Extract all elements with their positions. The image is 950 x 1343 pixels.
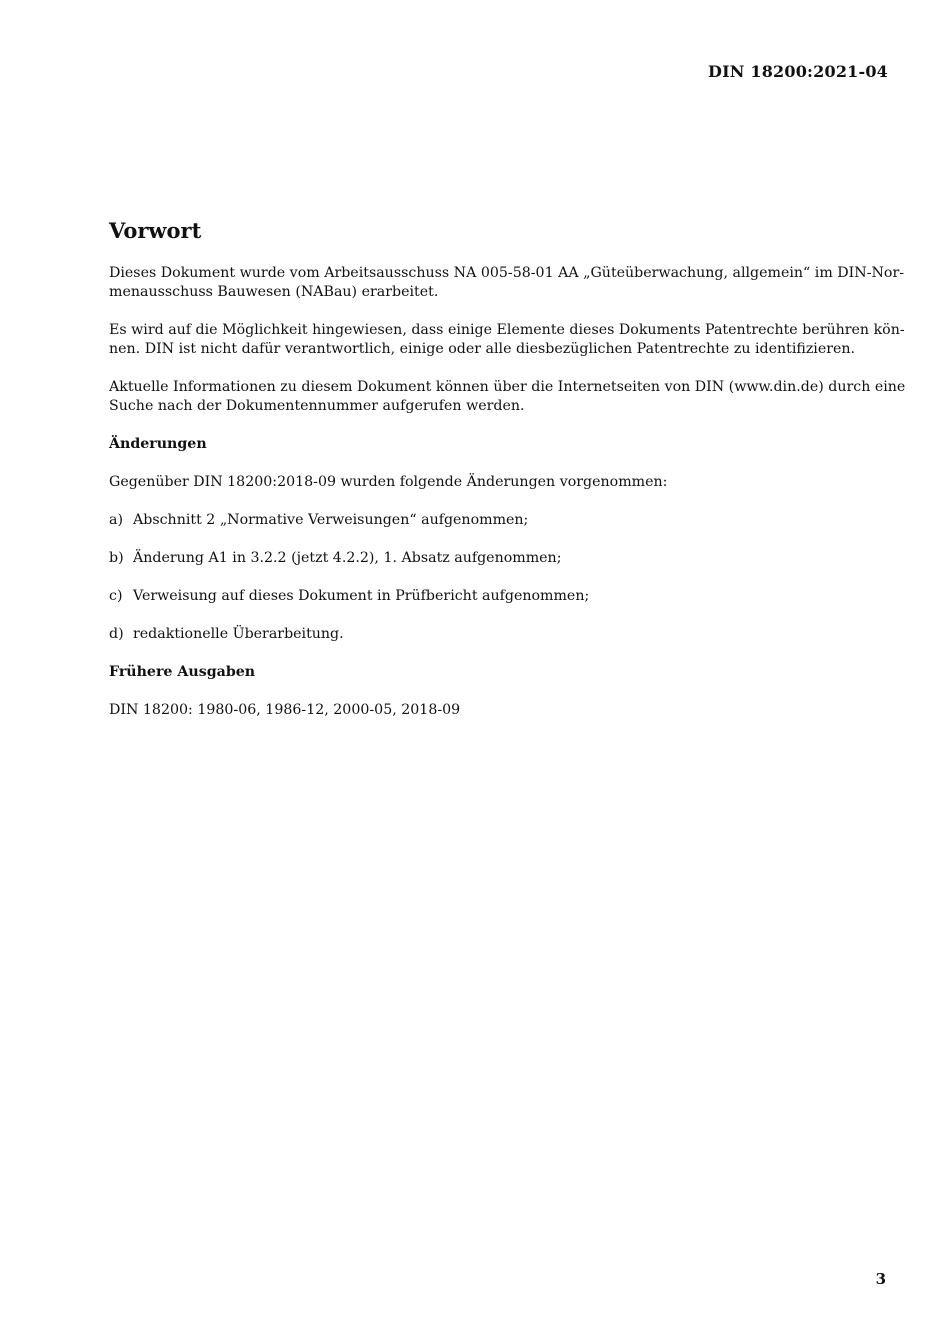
changes-intro: Gegenüber DIN 18200:2018-09 wurden folgende Änderungen vorgenommen: (109, 474, 668, 490)
list-marker: b) (109, 550, 124, 566)
list-item (109, 511, 889, 530)
changes-heading: Änderungen (109, 436, 207, 452)
page-number: 3 (875, 1270, 886, 1288)
list-item-text: Änderung A1 in 3.2.2 (jetzt 4.2.2), 1. Absatz aufgenommen; (133, 550, 562, 566)
previous-editions-text: DIN 18200: 1980-06, 1986-12, 2000-05, 2018-09 (109, 702, 461, 718)
list-item (109, 549, 889, 568)
page-title: Vorwort (109, 218, 202, 243)
paragraph-line: Suche nach der Dokumentennummer aufgerufen werden. (109, 398, 525, 414)
document-id-header: DIN 18200:2021-04 (708, 62, 888, 81)
foreword-paragraph-1 (109, 264, 905, 302)
paragraph-line: Dieses Dokument wurde vom Arbeitsausschuss NA 005-58-01 AA „Güteüberwachung, allgemein“ im DIN-Nor- (109, 265, 905, 281)
paragraph-line: menausschuss Bauwesen (NABau) erarbeitet. (109, 284, 439, 300)
list-item-text: Verweisung auf dieses Dokument in Prüfbericht aufgenommen; (133, 588, 590, 604)
list-item-text: Abschnitt 2 „Normative Verweisungen“ aufgenommen; (133, 512, 529, 528)
foreword-paragraph-3 (109, 378, 906, 416)
foreword-paragraph-2 (109, 321, 905, 359)
list-marker: d) (109, 626, 124, 642)
document-body (109, 218, 906, 739)
list-item (109, 587, 889, 606)
paragraph-line: Es wird auf die Möglichkeit hingewiesen, dass einige Elemente dieses Dokuments Patentrechte berühren kön- (109, 322, 905, 338)
list-item-text: redaktionelle Überarbeitung. (133, 626, 344, 642)
list-marker: a) (109, 512, 123, 528)
list-item (109, 625, 889, 644)
paragraph-line: Aktuelle Informationen zu diesem Dokument können über die Internetseiten von DIN (www.din.de) durch eine (109, 379, 906, 395)
previous-editions-heading: Frühere Ausgaben (109, 664, 256, 680)
paragraph-line: nen. DIN ist nicht dafür verantwortlich, einige oder alle diesbezüglichen Patentrechte zu identifizieren. (109, 341, 856, 357)
list-marker: c) (109, 588, 123, 604)
